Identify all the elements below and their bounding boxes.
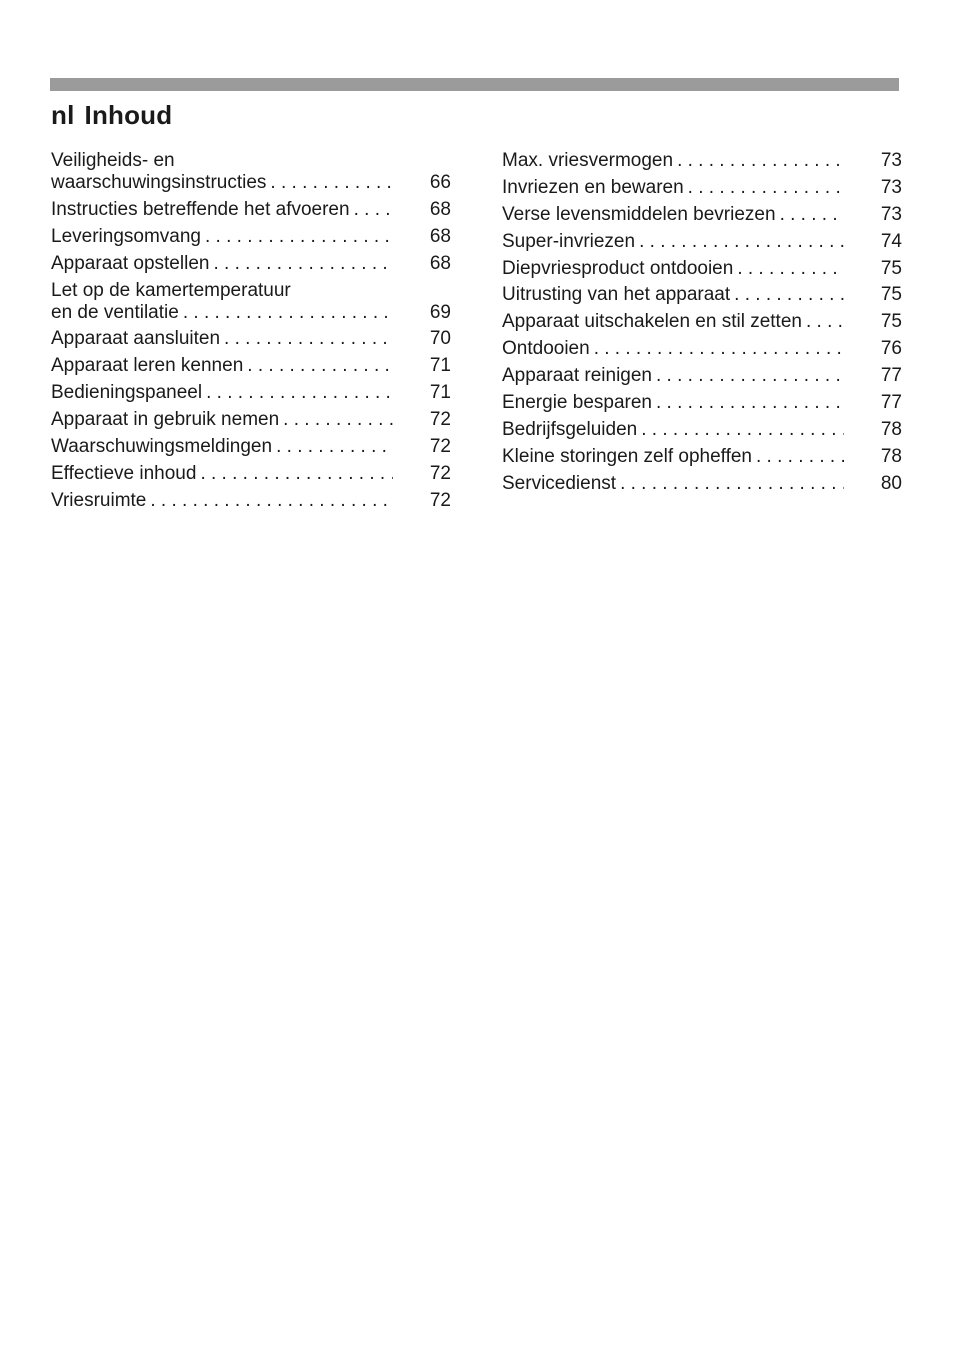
toc-entry-title: Energie besparen [502,392,652,414]
toc-entry-title: Apparaat opstellen [51,252,210,274]
toc-entry[interactable] [502,284,902,306]
toc-entry-page: 75 [880,257,902,279]
toc-entry[interactable] [502,231,902,253]
toc-entry-page: 75 [880,311,902,333]
toc-entry-title: en de ventilatie [51,301,179,323]
toc-entry-title: Diepvriesproduct ontdooien [502,257,734,279]
toc-entry-title: Apparaat in gebruik nemen [51,409,280,431]
toc-entry-page: 68 [429,198,451,220]
toc-entry-page: 72 [429,462,451,484]
toc-entry-page: 66 [429,172,451,193]
toc-entry-page: 72 [429,489,451,511]
toc-entry[interactable] [502,473,902,495]
toc-entry-title: Max. vriesvermogen [502,150,674,171]
toc-entry-page: 72 [429,409,451,431]
toc-entry[interactable] [502,392,902,414]
toc-entry-title: Instructies betreffende het afvoeren [51,198,350,220]
toc-entry[interactable] [51,355,451,377]
toc-entry-page: 73 [880,176,902,198]
header-rule [50,78,899,91]
toc-entry-title-line1: Veiligheids- en [51,150,175,171]
toc-entry-page: 78 [880,418,902,440]
toc-entry-page: 73 [880,150,902,171]
toc-entry[interactable] [502,338,902,360]
toc-entry-page: 70 [429,328,451,350]
toc-entry-page: 76 [880,338,902,360]
toc-entry-title: Vriesruimte [51,489,147,511]
toc-entry[interactable] [502,258,902,280]
toc-entry[interactable] [502,365,902,387]
toc-entry-title: Apparaat leren kennen [51,355,244,377]
toc-entry[interactable] [502,311,902,333]
toc-entry-page: 72 [429,436,451,458]
toc-entry-title: Kleine storingen zelf opheffen [502,445,752,467]
page-title [51,100,172,131]
toc-entry-title: Apparaat aansluiten [51,328,221,350]
toc-entry[interactable] [51,150,451,194]
toc-entry[interactable] [51,280,451,324]
toc-entry[interactable] [51,463,451,485]
heading-text: Inhoud [84,100,173,130]
toc-entry[interactable] [51,328,451,350]
toc-entry-page: 74 [880,230,902,252]
toc-entry-title: Bedrijfsgeluiden [502,418,638,440]
toc-entry[interactable] [51,253,451,275]
toc-entry-title: Apparaat reinigen [502,365,652,387]
toc-entry-page: 75 [880,284,902,306]
toc-entry[interactable] [51,199,451,221]
toc-entry-page: 80 [880,472,902,494]
toc-entry-title: Apparaat uitschakelen en stil zetten [502,311,802,333]
toc-entry[interactable] [502,446,902,468]
toc-entry-title: Bedieningspaneel [51,382,203,404]
toc-entry-title: Leveringsomvang [51,225,201,247]
toc-entry-title: Effectieve inhoud [51,462,197,484]
toc-entry[interactable] [51,382,451,404]
toc-entry[interactable] [502,204,902,226]
toc-entry-title: Super-invriezen [502,230,636,252]
toc-entry-page: 68 [429,225,451,247]
toc-entry-title: Uitrusting van het apparaat [502,284,731,306]
language-code: nl [51,100,75,130]
toc-entry[interactable] [502,150,902,172]
toc-entry-page: 77 [880,392,902,414]
toc-entry[interactable] [51,490,451,512]
toc-entry-page: 68 [429,252,451,274]
toc-column-right [502,150,902,500]
toc-entry-title: Verse levensmiddelen bevriezen [502,203,776,225]
toc-entry-page: 71 [429,382,451,404]
toc-entry-page: 78 [880,445,902,467]
toc-column-left [51,150,451,517]
toc-entry-title: Ontdooien [502,338,590,360]
toc-entry-title: Waarschuwingsmeldingen [51,436,273,458]
toc-entry[interactable] [502,177,902,199]
toc-entry[interactable] [51,436,451,458]
toc-entry-page: 71 [429,355,451,377]
toc-entry[interactable] [51,409,451,431]
toc-entry-page: 77 [880,365,902,387]
toc-entry[interactable] [502,419,902,441]
toc-entry-title: Servicedienst [502,472,617,494]
toc-entry-title: waarschuwingsinstructies [51,172,267,193]
toc-entry[interactable] [51,226,451,248]
toc-entry-title-line1: Let op de kamertemperatuur [51,279,291,301]
toc-entry-page: 73 [880,203,902,225]
toc-entry-page: 69 [429,301,451,323]
toc-entry-title: Invriezen en bewaren [502,176,684,198]
